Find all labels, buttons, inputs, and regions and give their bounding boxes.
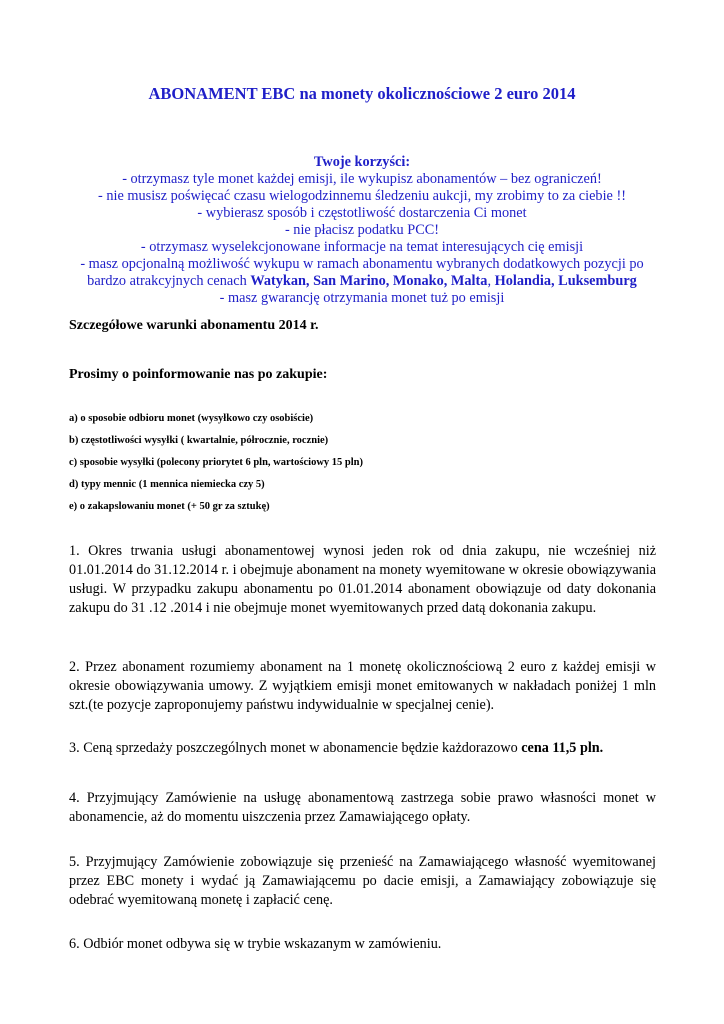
benefits-block xyxy=(60,154,664,307)
benefit-line: - nie płacisz podatku PCC! xyxy=(284,222,440,238)
countries-list-a: Watykan, San Marino, Monako, Malta xyxy=(250,273,488,289)
request-heading: Prosimy o poinformowanie nas po zakupie: xyxy=(69,367,328,382)
term-2: 2. Przez abonament rozumiemy abonament na 1 monetę okolicznościową 2 euro z każdej emisji w okresie obowiązywania umowy. Z wyjątkiem emisji monet emitowanych w nakładach poniżej 1 mln szt.(te pozycje zaproponujemy państwu indywidualnie w specjalnej cenie). xyxy=(69,659,656,713)
questions-list xyxy=(69,412,363,522)
question-item: b) częstotliwości wysyłki ( kwartalnie, półrocznie, rocznie) xyxy=(69,435,329,446)
countries-list-b: Holandia, Luksemburg xyxy=(494,273,637,289)
term-1: 1. Okres trwania usługi abonamentowej wynosi jeden rok od dnia zakupu, nie wcześniej niż 01.01.2014 do 31.12.2014 r. i obejmuje abonament na monety wyemitowane w okresie obowiązywania usługi. W przypadku zakupu abonamentu po 01.01.2014 abonament obowiązuje od daty dokonania zakupu do 31 .12 .2014 i nie obejmuje monet wyemitowanych przed datą dokonania zakupu. xyxy=(69,543,656,616)
benefit-line: - otrzymasz tyle monet każdej emisji, ile wykupisz abonamentów – bez ograniczeń! xyxy=(122,171,602,187)
question-item: e) o zakapslowaniu monet (+ 50 gr za sztukę) xyxy=(69,501,270,512)
question-item: c) sposobie wysyłki (polecony priorytet 6 pln, wartościowy 15 pln) xyxy=(69,457,363,468)
term-3 xyxy=(69,739,656,758)
countries-prefix: bardzo atrakcyjnych cenach xyxy=(87,273,247,289)
benefit-line: - masz opcjonalną możliwość wykupu w ramach abonamentu wybranych dodatkowych pozycji po xyxy=(80,256,644,272)
question-item: a) o sposobie odbioru monet (wysyłkowo czy osobiście) xyxy=(69,413,314,424)
term-3-price: cena 11,5 pln. xyxy=(521,740,604,756)
countries-separator: , xyxy=(487,273,495,289)
question-item: d) typy mennic (1 mennica niemiecka czy 5) xyxy=(69,479,265,490)
term-6: 6. Odbiór monet odbywa się w trybie wskazanym w zamówieniu. xyxy=(69,936,442,952)
benefit-line: - nie musisz poświęcać czasu wielogodzinnemu śledzeniu aukcji, my zrobimy to za ciebie !! xyxy=(97,188,626,204)
benefit-line: - masz gwarancję otrzymania monet tuż po emisji xyxy=(219,290,505,306)
section-heading: Szczegółowe warunki abonamentu 2014 r. xyxy=(69,318,319,333)
benefit-line: - wybierasz sposób i częstotliwość dostarczenia Ci monet xyxy=(197,205,527,221)
term-4: 4. Przyjmujący Zamówienie na usługę abonamentową zastrzega sobie prawo własności monet w abonamencie, aż do momentu uiszczenia przez Zamawiającego opłaty. xyxy=(69,790,656,825)
document-title: ABONAMENT EBC na monety okolicznościowe 2 euro 2014 xyxy=(148,84,576,103)
benefit-line: - otrzymasz wyselekcjonowane informacje na temat interesujących cię emisji xyxy=(140,239,584,255)
benefit-line-countries xyxy=(60,273,664,290)
term-3-text: 3. Ceną sprzedaży poszczególnych monet w abonamencie będzie każdorazowo xyxy=(69,740,522,756)
benefits-heading: Twoje korzyści: xyxy=(313,154,411,170)
term-5: 5. Przyjmujący Zamówienie zobowiązuje się przenieść na Zamawiającego własność wyemitowanej przez EBC monety i wydać ją Zamawiającemu po dacie emisji, a Zamawiający zobowiązuje się odebrać wyemitowaną monetę i zapłacić cenę. xyxy=(69,854,656,908)
